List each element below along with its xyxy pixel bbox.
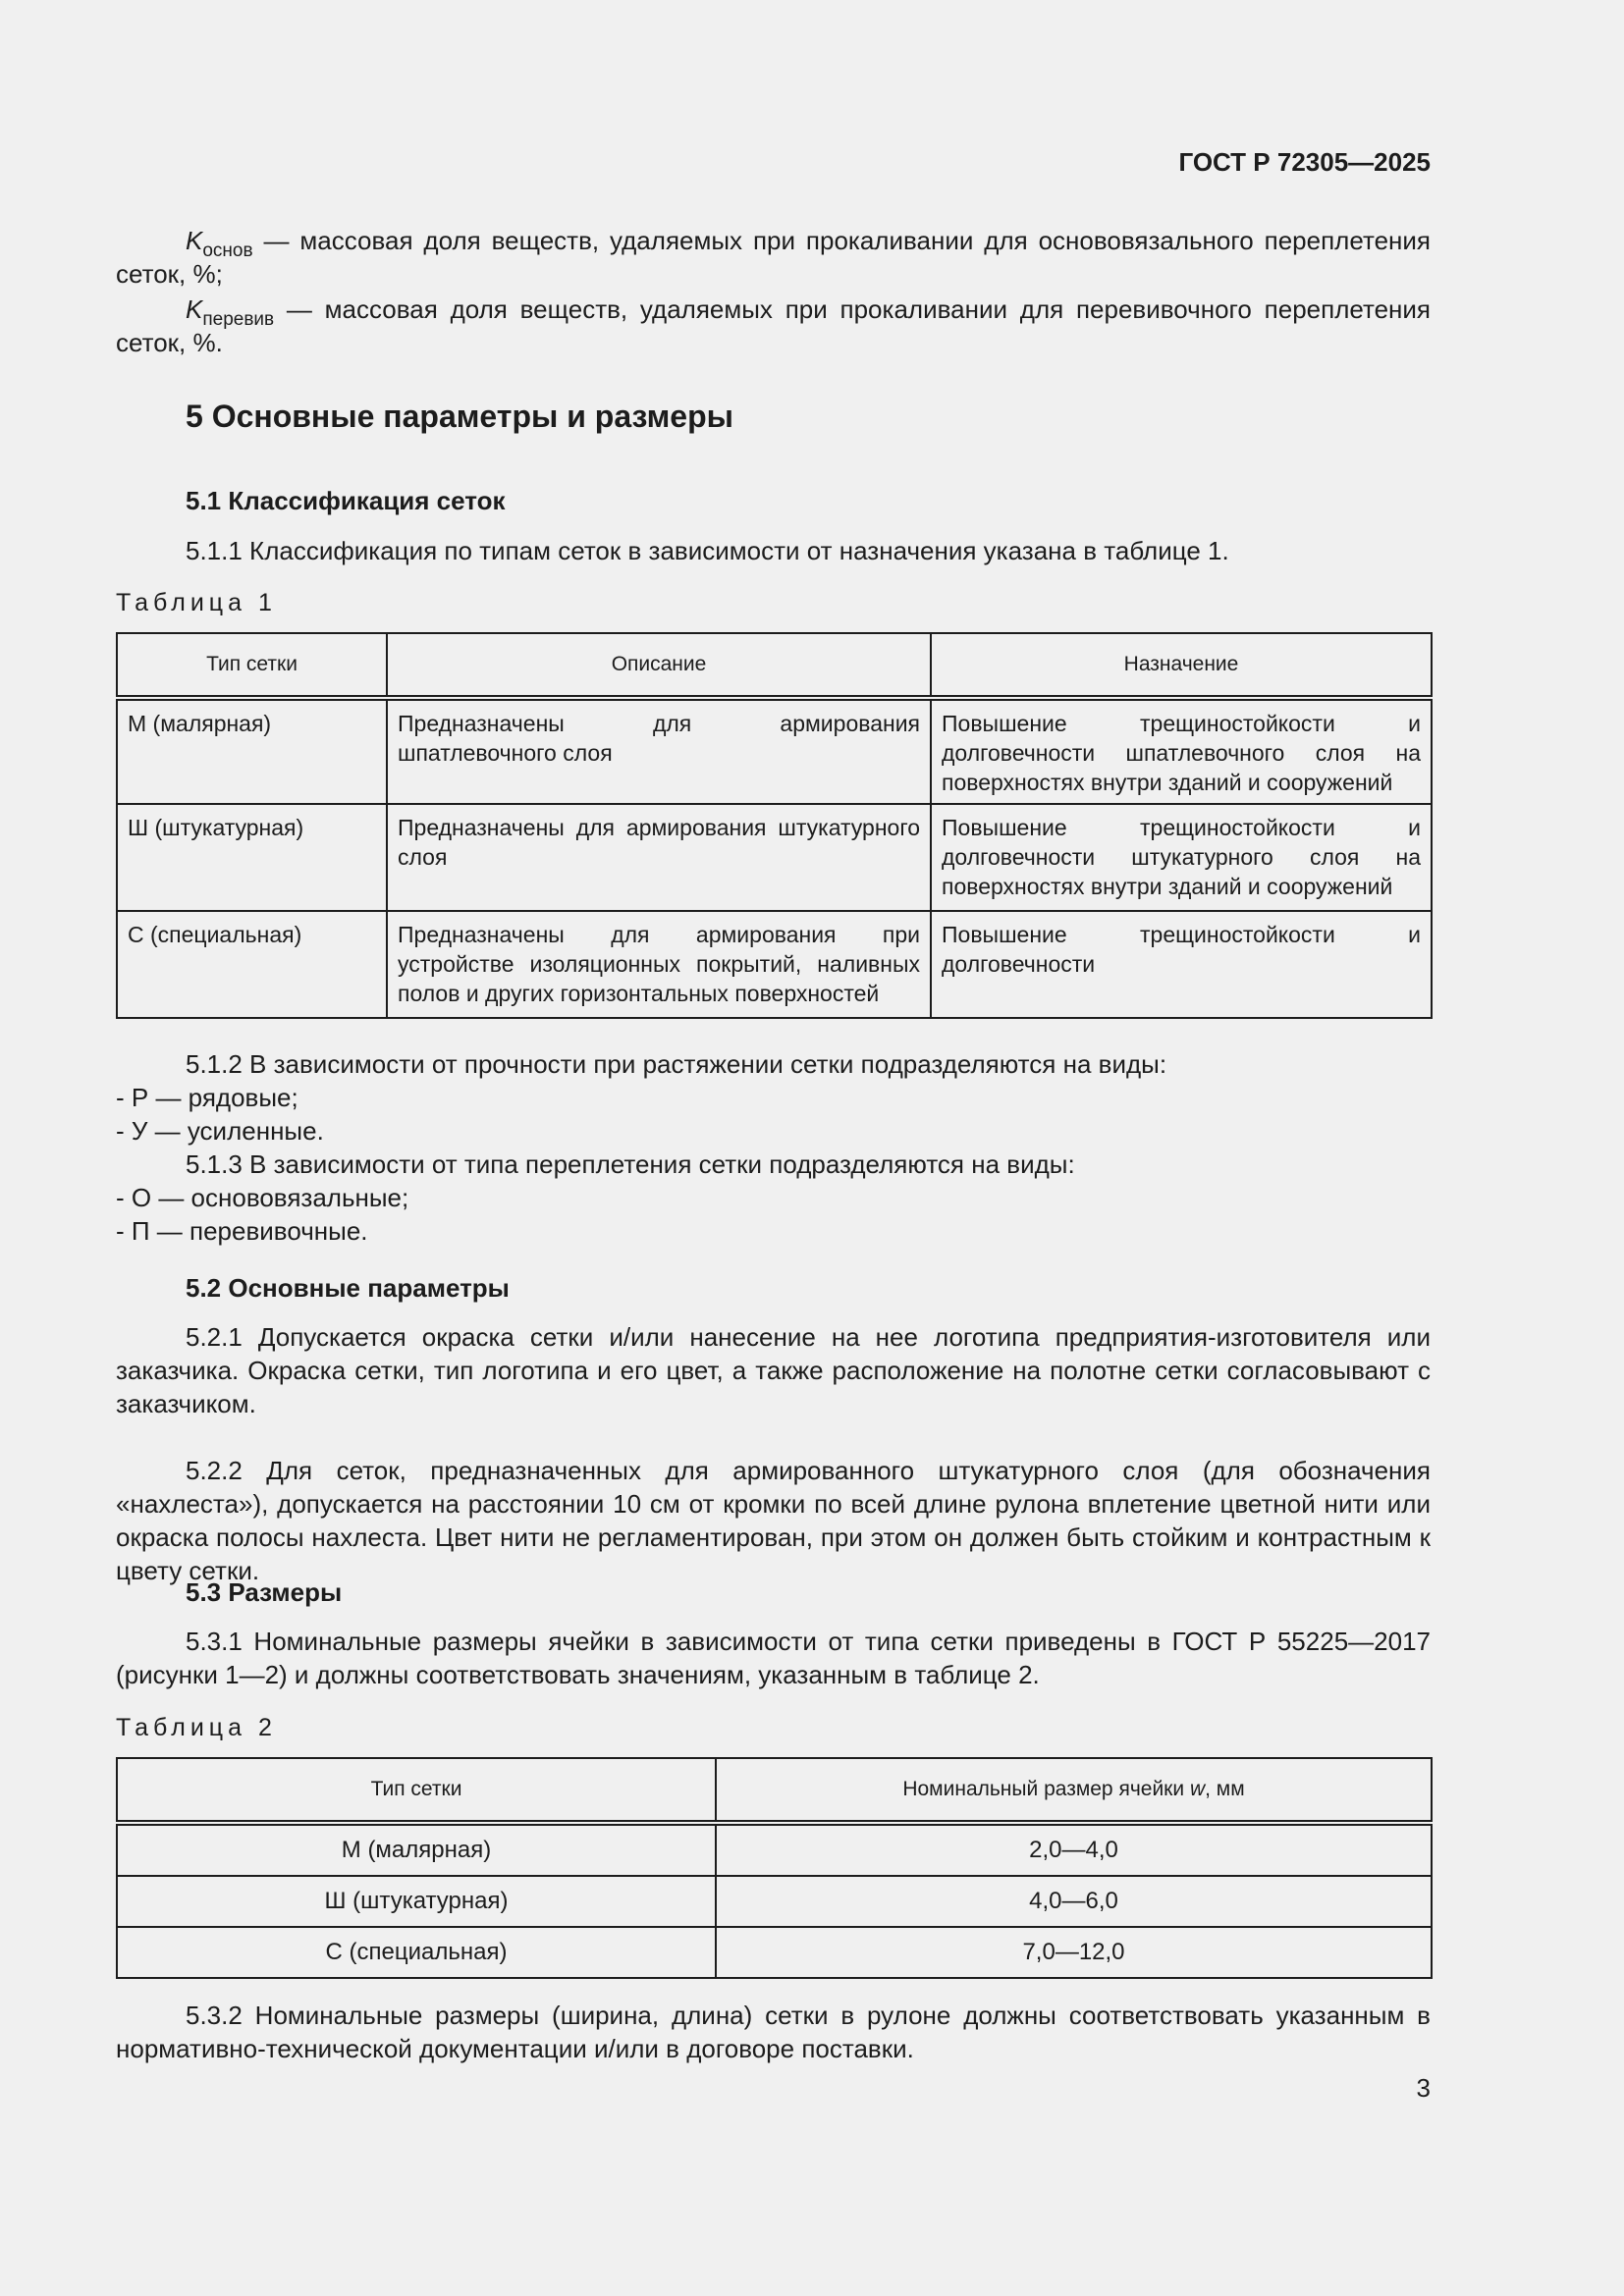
paragraph-5-2-1: 5.2.1 Допускается окраска сетки и/или нанесение на нее логотипа предприятия-изготовителя или заказчика. Окраска сетки, тип логотипа и его цвет, а также расположение на полотне сетки согласовывают с заказчиком.: [116, 1322, 1431, 1418]
paragraph-5-1-3: 5.1.3 В зависимости от типа переплетения сетки подразделяются на виды:: [186, 1149, 1075, 1179]
section-5-3-title: 5.3 Размеры: [186, 1577, 343, 1607]
standard-designation: ГОСТ Р 72305—2025: [1178, 147, 1431, 177]
table-header-row: [117, 633, 1432, 698]
section-5-2-title: 5.2 Основные параметры: [186, 1273, 510, 1303]
table-row: [117, 698, 1432, 804]
paragraph-5-3-2: 5.3.2 Номинальные размеры (ширина, длина) сетки в рулоне должны соответствовать указанным в нормативно-технической документации и/или в договоре поставки.: [116, 2001, 1431, 2063]
table-cell: Предназначены для армирования шпатлевочного слоя: [387, 698, 931, 804]
table-cell: Повышение трещиностойкости и долговечности штукатурного слоя на поверхностях внутри зданий и сооружений: [931, 804, 1432, 911]
table-cell: С (специальная): [117, 911, 387, 1018]
table-2: [116, 1757, 1433, 1979]
definition-k-perevivochnoe: [116, 293, 1431, 359]
paragraph-5-2-2: 5.2.2 Для сеток, предназначенных для армированного штукатурного слоя (для обозначения «нахлеста»), допускается на расстоянии 10 см от кромки по всей длине рулона вплетение цветной нити или окраска полосы нахлеста. Цвет нити не регламентирован, при этом он должен быть стойким и контрастным к цвету сетки.: [116, 1456, 1431, 1585]
list-item: - Р — рядовые;: [116, 1083, 298, 1112]
table-row: [117, 804, 1432, 911]
list-item: - О — основовязальные;: [116, 1183, 409, 1212]
table-cell: Ш (штукатурная): [117, 1876, 716, 1927]
symbol-subscript: перевив: [202, 309, 275, 330]
table-cell: 4,0—6,0: [716, 1876, 1432, 1927]
table-row: [117, 1823, 1432, 1876]
table-cell: 2,0—4,0: [716, 1823, 1432, 1876]
table-cell: 7,0—12,0: [716, 1927, 1432, 1978]
symbol-k: K: [186, 294, 203, 324]
definition-text: — массовая доля веществ, удаляемых при прокаливании для перевивочного переплетения сеток, %.: [116, 294, 1431, 357]
table-cell: Предназначены для армирования при устройстве изоляционных покрытий, наливных полов и других горизонтальных поверхностей: [387, 911, 931, 1018]
symbol-subscript: основ: [202, 240, 253, 261]
symbol-k: K: [186, 226, 203, 255]
table-cell: Ш (штукатурная): [117, 804, 387, 911]
section-5-title: 5 Основные параметры и размеры: [186, 399, 733, 434]
paragraph-5-1-2: 5.1.2 В зависимости от прочности при растяжении сетки подразделяются на виды:: [186, 1049, 1167, 1079]
header-cell-mesh-size: [716, 1758, 1432, 1823]
table-cell: С (специальная): [117, 1927, 716, 1978]
table-1: [116, 632, 1433, 1019]
table-row: [117, 1927, 1432, 1978]
table-cell: М (малярная): [117, 1823, 716, 1876]
definition-k-osnov: [116, 224, 1431, 291]
list-item: - П — перевивочные.: [116, 1216, 368, 1246]
table-2-caption: Таблица 2: [116, 1714, 277, 1741]
list-item: - У — усиленные.: [116, 1116, 324, 1146]
header-cell-type: Тип сетки: [117, 1758, 716, 1823]
table-1-caption: Таблица 1: [116, 589, 277, 616]
header-cell-description: Описание: [387, 633, 931, 698]
page-number: 3: [1416, 2073, 1431, 2103]
header-cell-type: Тип сетки: [117, 633, 387, 698]
table-cell: М (малярная): [117, 698, 387, 804]
definition-text: — массовая доля веществ, удаляемых при прокаливании для основовязального переплетения сеток, %;: [116, 226, 1431, 289]
table-row: [117, 911, 1432, 1018]
table-cell: Повышение трещиностойкости и долговечности шпатлевочного слоя на поверхностях внутри зданий и сооружений: [931, 698, 1432, 804]
section-5-1-title: 5.1 Классификация сеток: [186, 486, 506, 515]
paragraph-5-3-1: 5.3.1 Номинальные размеры ячейки в зависимости от типа сетки приведены в ГОСТ Р 55225—2017 (рисунки 1—2) и должны соответствовать значениям, указанным в таблице 2.: [116, 1627, 1431, 1689]
header-text: Номинальный размер ячейки: [902, 1778, 1190, 1800]
table-header-row: [117, 1758, 1432, 1823]
table-row: [117, 1876, 1432, 1927]
header-cell-purpose: Назначение: [931, 633, 1432, 698]
header-variable: w: [1189, 1778, 1206, 1800]
table-cell: Повышение трещиностойкости и долговечности: [931, 911, 1432, 1018]
header-unit: , мм: [1205, 1778, 1245, 1800]
table-cell: Предназначены для армирования штукатурного слоя: [387, 804, 931, 911]
paragraph-5-1-1: 5.1.1 Классификация по типам сеток в зависимости от назначения указана в таблице 1.: [186, 536, 1229, 565]
